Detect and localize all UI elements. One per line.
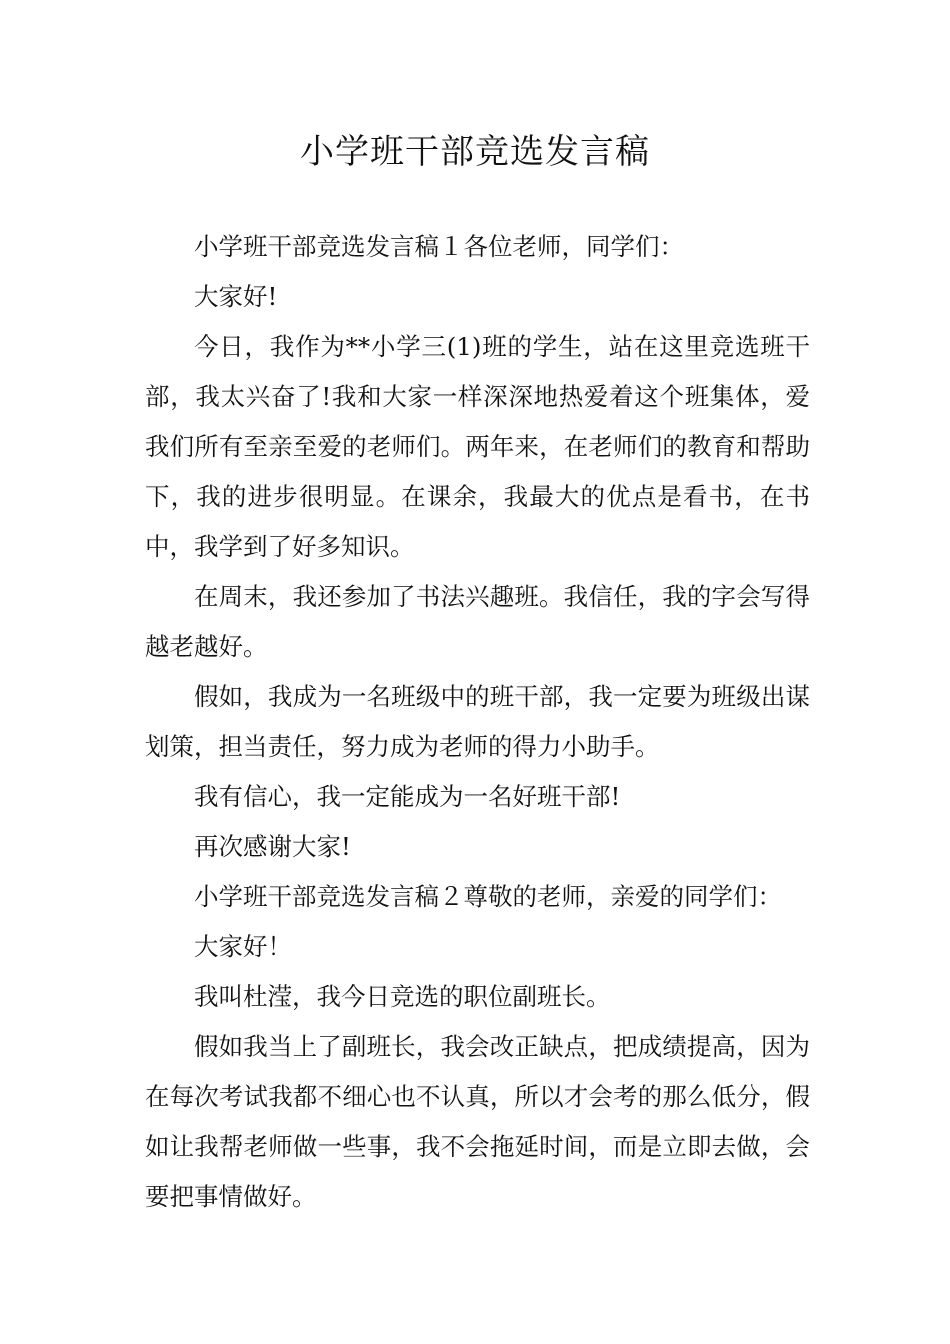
paragraph-8: 小学班干部竞选发言稿２尊敬的老师，亲爱的同学们： xyxy=(194,882,782,911)
paragraph-2: 大家好! xyxy=(194,282,278,311)
paragraph-10: 我叫杜滢，我今日竞选的职位副班长。 xyxy=(194,982,611,1011)
paragraph-1: 小学班干部竞选发言稿１各位老师，同学们： xyxy=(194,232,684,261)
paragraph-11: 假如我当上了副班长，我会改正缺点，把成绩提高，因为在每次考试我都不细心也不认真，所以才会考的那么低分，假如让我帮老师做一些事，我不会拖延时间，而是立即去做，会要把事情做好。 xyxy=(145,1032,810,1211)
paragraph-9: 大家好！ xyxy=(194,932,292,961)
page-title: 小学班干部竞选发言稿 xyxy=(300,132,650,172)
paragraph-6: 我有信心，我一定能成为一名好班干部! xyxy=(194,782,621,811)
paragraph-7: 再次感谢大家! xyxy=(194,832,351,861)
document-body xyxy=(145,222,810,1222)
paragraph-4: 在周末，我还参加了书法兴趣班。我信任，我的字会写得越老越好。 xyxy=(145,582,810,661)
paragraph-5: 假如，我成为一名班级中的班干部，我一定要为班级出谋划策，担当责任，努力成为老师的得力小助手。 xyxy=(145,682,810,761)
paragraph-3: 今日，我作为**小学三(1)班的学生，站在这里竞选班干部，我太兴奋了!我和大家一样深深地热爱着这个班集体，爱我们所有至亲至爱的老师们。两年来，在老师们的教育和帮助下，我的进步很明显。在课余，我最大的优点是看书，在书中，我学到了好多知识。 xyxy=(145,332,810,561)
